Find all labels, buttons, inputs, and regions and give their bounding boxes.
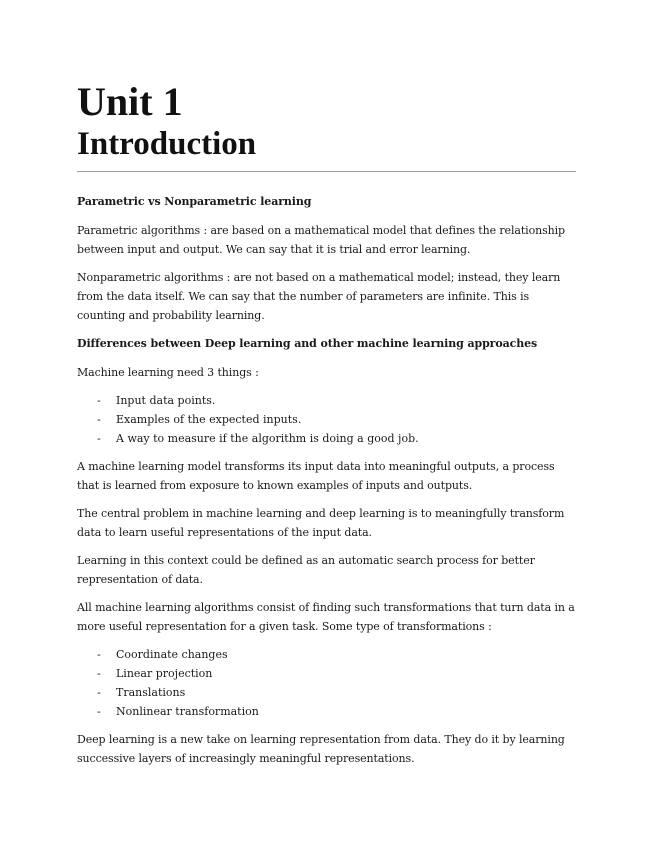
paragraph-search: Learning in this context could be defined as an automatic search process for better representation of data.	[77, 554, 535, 586]
list-item: - Coordinate changes	[77, 645, 576, 664]
list-item: - Linear projection	[77, 664, 576, 683]
list-item: - Examples of the expected inputs.	[77, 410, 576, 429]
paragraph-deep-learning: Deep learning is a new take on learning representation from data. They do it by learning successive layers of increasingly meaningful representations.	[77, 733, 565, 765]
list-item: - Input data points.	[77, 391, 576, 410]
unit-subtitle: Introduction	[77, 126, 257, 162]
dash-bullet: -	[97, 432, 101, 445]
paragraph-parametric: Parametric algorithms : are based on a mathematical model that defines the relationship between input and output. We can say that it is trial and error learning.	[77, 224, 565, 256]
paragraph-nonparametric: Nonparametric algorithms : are not based on a mathematical model; instead, they learn from the data itself. We can say that the number of parameters are infinite. This is counting and probability learning.	[77, 271, 561, 322]
dash-bullet: -	[97, 705, 101, 718]
section-heading-parametric: Parametric vs Nonparametric learning	[77, 195, 312, 208]
dash-bullet: -	[97, 648, 101, 661]
title-divider	[77, 171, 576, 172]
paragraph-transformations: All machine learning algorithms consist of finding such transformations that turn data in a more useful representation for a given task. Some type of transformations :	[77, 601, 575, 633]
dash-bullet: -	[97, 413, 101, 426]
dash-bullet: -	[97, 667, 101, 680]
list-item: - Nonlinear transformation	[77, 702, 576, 721]
ml-needs-list	[77, 391, 576, 448]
paragraph-central-problem: The central problem in machine learning and deep learning is to meaningfully transform data to learn useful representations of the input data.	[77, 507, 565, 539]
paragraph-ml-needs: Machine learning need 3 things :	[77, 366, 259, 379]
document-page	[77, 80, 576, 777]
unit-title: Unit 1	[77, 79, 183, 124]
dash-bullet: -	[97, 394, 101, 407]
paragraph-model: A machine learning model transforms its input data into meaningful outputs, a process that is learned from exposure to known examples of inputs and outputs.	[77, 460, 555, 492]
dash-bullet: -	[97, 686, 101, 699]
list-item: - A way to measure if the algorithm is doing a good job.	[77, 429, 576, 448]
section-heading-differences: Differences between Deep learning and other machine learning approaches	[77, 337, 538, 350]
transformations-list	[77, 645, 576, 721]
list-item: - Translations	[77, 683, 576, 702]
